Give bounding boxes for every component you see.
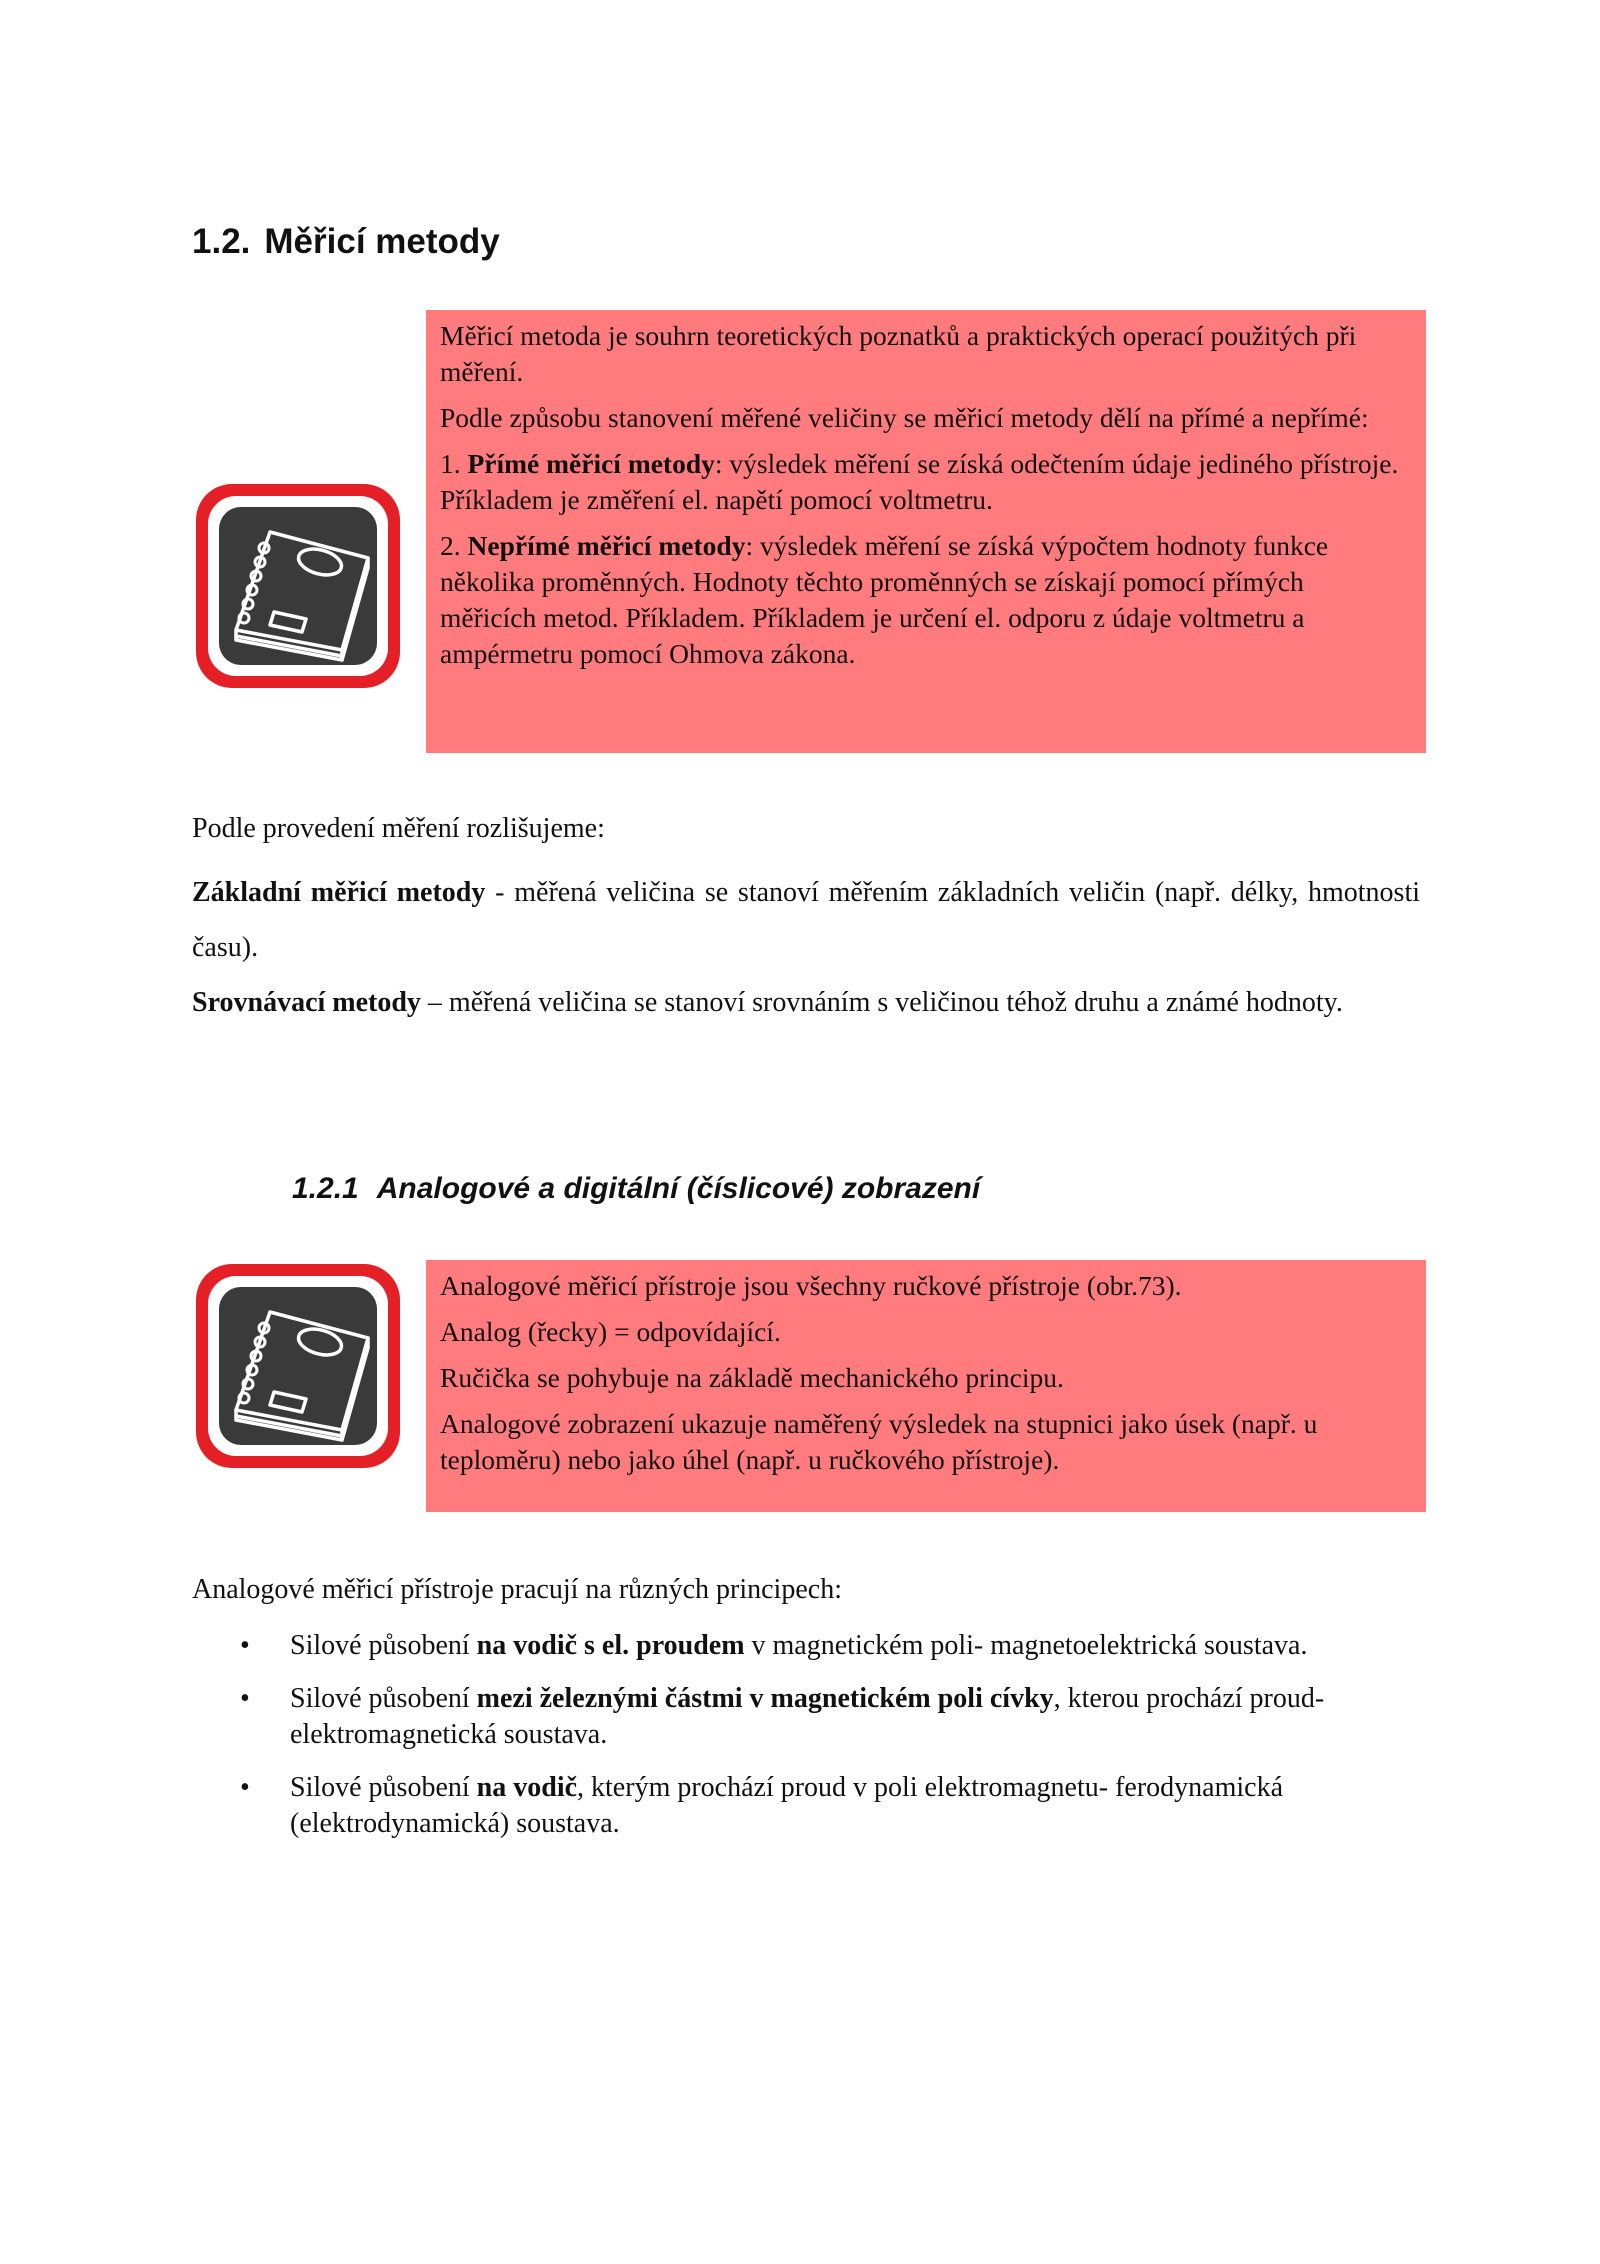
item-text: Silové působení [290, 1630, 477, 1661]
indirect-methods-term: Nepřímé měřicí metody [467, 530, 746, 561]
principles-section [192, 1572, 1420, 1608]
basic-methods-term: Základní měřicí metody [192, 877, 486, 908]
direct-methods-item [440, 446, 1402, 518]
comparison-methods-text: – měřená veličina se stanoví srovnáním s veličinou téhož druhu a známé hodnoty. [420, 987, 1343, 1018]
section-heading [192, 222, 500, 262]
bullet-icon: • [240, 1630, 250, 1661]
indirect-methods-text: : výsledek měření se získá výpočtem hodnoty funkce několika proměnných. Hodnoty těchto proměnných se získají pomocí přímých měřicích metod. Příkladem. Příkladem je určení el. odporu z údaje voltmetru a ampérmetru pomocí Ohmova zákona. [440, 530, 1329, 669]
principles-list [240, 1628, 1420, 1859]
item-number: 2. [440, 530, 468, 561]
basic-methods-paragraph [192, 865, 1420, 975]
bullet-icon: • [240, 1683, 250, 1714]
callout-definition: Měřicí metoda je souhrn teoretických poznatků a praktických operací použitých při měření. [440, 320, 1357, 387]
section-number: 1.2. [192, 222, 251, 261]
direct-methods-text: : výsledek měření se získá odečtením údaje jediného přístroje. Příkladem je změření el. napětí pomocí voltmetru. [440, 448, 1399, 515]
indirect-methods-item [440, 528, 1402, 672]
methods-section [192, 811, 1420, 1030]
direct-methods-term: Přímé měřicí metody [467, 448, 715, 479]
list-item [240, 1628, 1420, 1664]
analog-callout [426, 1260, 1426, 1512]
methods-intro: Podle provedení měření rozlišujeme: [192, 813, 605, 844]
subsection-title: Analogové a digitální (číslicové) zobrazení [376, 1172, 981, 1205]
bullet-icon: • [240, 1772, 250, 1803]
subsection-heading [292, 1172, 980, 1206]
item-text: Silové působení [290, 1772, 477, 1803]
item-emphasis: na vodič [476, 1772, 578, 1803]
subsection-number: 1.2.1 [292, 1172, 359, 1205]
comparison-methods-paragraph [192, 975, 1420, 1030]
callout-division: Podle způsobu stanovení měřené veličiny se měřicí metody dělí na přímé a nepřímé: [440, 402, 1369, 433]
basic-methods-text: - měřená veličina se stanoví měřením základních veličin (např. délky, hmotnosti času). [192, 877, 1421, 963]
item-text: v magnetickém poli- magnetoelektrická soustava. [744, 1630, 1308, 1661]
comparison-methods-term: Srovnávací metody [192, 987, 421, 1018]
analog-line-4: Analogové zobrazení ukazuje naměřený výsledek na stupnici jako úsek (např. u teploměru) nebo jako úhel (např. u ručkového přístroje). [440, 1408, 1318, 1475]
item-number: 1. [440, 448, 468, 479]
item-emphasis: mezi železnými částmi v magnetickém poli cívky [476, 1683, 1054, 1714]
list-item [240, 1681, 1420, 1753]
analog-line-2: Analog (řecky) = odpovídající. [440, 1316, 781, 1347]
notebook-icon [192, 1260, 404, 1472]
definition-callout [426, 310, 1426, 753]
item-text: Silové působení [290, 1683, 477, 1714]
analog-line-3: Ručička se pohybuje na základě mechanického principu. [440, 1362, 1064, 1393]
principles-intro: Analogové měřicí přístroje pracují na různých principech: [192, 1574, 842, 1605]
item-text: , kterou prochází proud- elektromagnetická soustava. [290, 1683, 1325, 1750]
item-text: , kterým prochází proud v poli elektromagnetu- ferodynamická (elektrodynamická) soustava. [290, 1772, 1284, 1839]
analog-line-1: Analogové měřicí přístroje jsou všechny ručkové přístroje (obr.73). [440, 1270, 1182, 1301]
list-item [240, 1770, 1420, 1842]
item-emphasis: na vodič s el. proudem [476, 1630, 745, 1661]
notebook-icon [192, 480, 404, 692]
section-title: Měřicí metody [264, 222, 500, 261]
